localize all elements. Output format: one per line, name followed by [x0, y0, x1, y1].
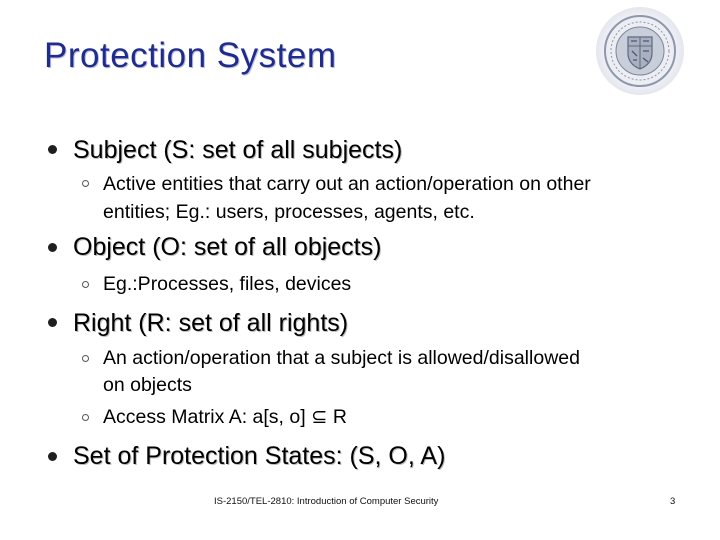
slide-title: Protection System: [44, 36, 337, 75]
sub-bullet-marker-icon: [82, 414, 89, 421]
sub-bullet-subject-desc-line2: entities; Eg.: users, processes, agents, etc.: [103, 201, 475, 223]
sub-bullet-object-desc: Eg.:Processes, files, devices: [103, 273, 352, 295]
sub-bullet-right-desc-line1: An action/operation that a subject is allowed/disallowed: [103, 347, 580, 369]
university-seal-icon: [595, 6, 685, 96]
bullet-marker-icon: [48, 452, 57, 461]
sub-bullet-marker-icon: [82, 281, 89, 288]
bullet-marker-icon: [48, 318, 57, 327]
sub-bullet-marker-icon: [82, 180, 89, 187]
page-number: 3: [670, 496, 676, 507]
footer-course-title: IS-2150/TEL-2810: Introduction of Computer Security: [214, 496, 439, 507]
bullet-right: Right (R: set of all rights): [73, 309, 349, 337]
bullet-marker-icon: [48, 145, 57, 154]
sub-bullet-access-matrix: Access Matrix A: a[s, o] ⊆ R: [103, 406, 347, 428]
sub-bullet-subject-desc-line1: Active entities that carry out an action/operation on other: [103, 173, 591, 195]
bullet-object: Object (O: set of all objects): [73, 233, 382, 261]
bullet-protection-states: Set of Protection States: (S, O, A): [73, 442, 446, 470]
bullet-marker-icon: [48, 243, 57, 252]
sub-bullet-right-desc-line2: on objects: [103, 374, 192, 396]
bullet-subject: Subject (S: set of all subjects): [73, 136, 403, 164]
sub-bullet-marker-icon: [82, 355, 89, 362]
